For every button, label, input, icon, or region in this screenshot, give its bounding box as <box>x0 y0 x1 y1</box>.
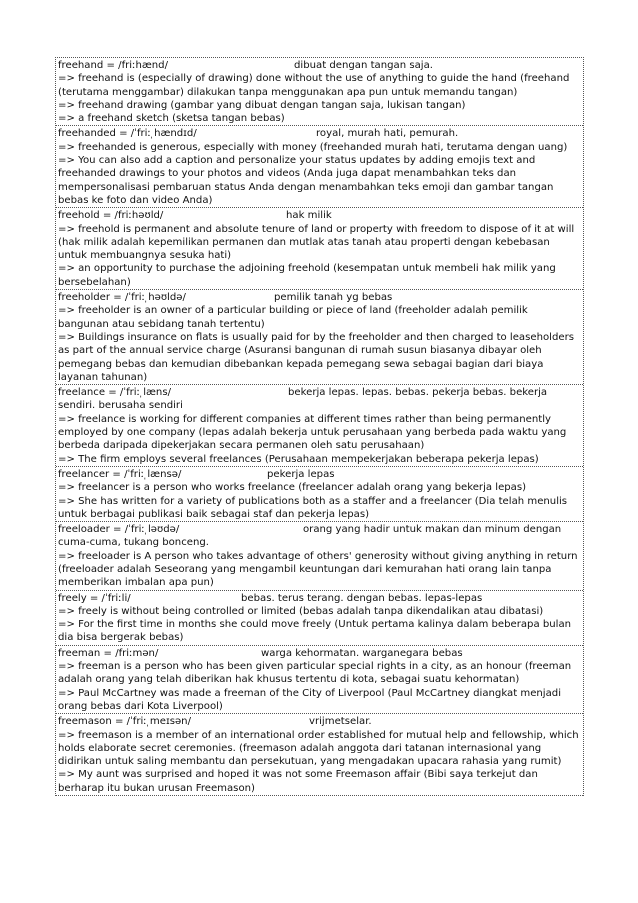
entry-header <box>58 59 581 72</box>
term-pronunciation: freemason = /ˈfriː ̩meɪsən/ <box>58 716 191 728</box>
example-line: => freehold is permanent and absolute tenure of land or property with freedom to dispose of it at will (hak milik adalah kepemilikan permanen dan mutlak atas tanah atau properti dengan kebebasan untuk membuangnya sesuka hati) <box>58 223 575 262</box>
translation: pekerja lepas <box>267 468 335 480</box>
entry-header <box>58 386 581 399</box>
translation: warga kehormatan. warganegara bebas <box>261 647 463 659</box>
example-line: => Buildings insurance on flats is usually paid for by the freeholder and then charged to leaseholders as part of the annual service charge (Asuransi bangunan di rumah susun biasanya dibayar oleh pemegang bebas dan kemudian dibebankan kepada pemegang sewa sebagai bagian dari biaya layanan tahunan) <box>58 331 574 383</box>
example-line: => freely is without being controlled or limited (bebas adalah tanpa dikendalikan atau dibatasi) <box>58 605 544 617</box>
entry-header <box>58 715 581 728</box>
term-pronunciation: freehand = /friːhænd/ <box>58 60 168 71</box>
entry-header <box>58 468 581 481</box>
term-pronunciation: freely = /ˈfriːli/ <box>58 592 131 604</box>
entry-header <box>58 647 581 660</box>
example-line: => freelance is working for different companies at different times rather than being permanently employed by one company (lepas adalah bekerja untuk perusahaan yang berbeda pada waktu yang berbeda daripada dipekerjakan secara permanen oleh satu perusahaan) <box>58 413 567 452</box>
example-line: => freeman is a person who has been given particular special rights in a city, as an honour (freeman adalah orang yang telah diberikan hak khusus tertentu di kota, sebagai suatu kehormatan) <box>58 661 572 686</box>
entry <box>56 385 583 467</box>
term-pronunciation: freelance = /ˈfriː ̩læns/ <box>58 387 171 399</box>
term-pronunciation: freehold = /friːhəʊld/ <box>58 210 164 222</box>
example-line: => freemason is a member of an international order established for mutual help and fellowship, which holds elaborate secret ceremonies. (freemason adalah anggota dari tatanan internasional yang didirikan untuk saling membantu dan persekutuan, yang mengadakan upacara rahasia yang rumit) <box>58 729 579 768</box>
entry <box>56 522 583 590</box>
entry <box>56 58 583 126</box>
example-line: => freelancer is a person who works freelance (freelancer adalah orang yang bekerja lepas) <box>58 482 527 494</box>
example-line: => The firm employs several freelances (Perusahaan mempekerjakan beberapa pekerja lepas) <box>58 453 539 465</box>
term-pronunciation: freelancer = /ˈfriː ̩lænsə/ <box>58 468 182 480</box>
translation: orang yang hadir untuk makan dan minum dengan cuma-cuma, tukang bonceng. <box>58 524 562 549</box>
example-line: => freeholder is an owner of a particular building or piece of land (freeholder adalah pemilik bangunan atau sebidang tanah tertentu) <box>58 305 528 330</box>
entry-header <box>58 523 581 536</box>
translation: vrijmetselar. <box>309 716 372 728</box>
example-line: => an opportunity to purchase the adjoining freehold (kesempatan untuk membeli hak milik yang bersebelahan) <box>58 263 556 288</box>
example-line: => freehand is (especially of drawing) done without the use of anything to guide the hand (freehand (terutama menggambar) dilakukan tanpa menggunakan apa pun untuk memandu tangan) <box>58 73 570 98</box>
example-line: => freehanded is generous, especially with money (freehanded murah hati, terutama dengan uang) <box>58 141 568 153</box>
translation: dibuat dengan tangan saja. <box>294 60 433 71</box>
example-line: => For the first time in months she could move freely (Untuk pertama kalinya dalam beberapa bulan dia bisa bergerak bebas) <box>58 619 572 644</box>
example-line: => freeloader is A person who takes advantage of others' generosity without giving anything in return (freeloader adalah Seseorang yang mengambil keuntungan dari kemurahan hati orang lain tanpa memberikan imbalan apa pun) <box>58 550 578 589</box>
entry-header <box>58 592 581 605</box>
example-line: => My aunt was surprised and hoped it was not some Freemason affair (Bibi saya terkejut dan berharap itu bukan urusan Freemason) <box>58 769 538 794</box>
entry <box>56 467 583 522</box>
term-pronunciation: freehanded = /ˈfriː ̩hændɪd/ <box>58 128 197 140</box>
example-line: => a freehand sketch (sketsa tangan bebas) <box>58 113 285 125</box>
translation: pemilik tanah yg bebas <box>274 292 393 304</box>
entry <box>56 290 583 385</box>
term-pronunciation: freeholder = /ˈfriː ̩həʊldə/ <box>58 292 186 304</box>
translation: hak milik <box>286 210 332 222</box>
entry-header <box>58 127 581 140</box>
entry <box>56 591 583 646</box>
example-line: => Paul McCartney was made a freeman of the City of Liverpool (Paul McCartney diangkat menjadi orang bebas dari Kota Liverpool) <box>58 687 562 712</box>
translation: bekerja lepas. lepas. bebas. pekerja bebas. bekerja sendiri. berusaha sendiri <box>58 387 548 412</box>
translation: bebas. terus terang. dengan bebas. lepas-lepas <box>241 592 483 604</box>
entry-header <box>58 209 581 222</box>
term-pronunciation: freeloader = /ˈfriː ̩ləʊdə/ <box>58 524 180 536</box>
example-line: => You can also add a caption and personalize your status updates by adding emojis text and freehanded drawings to your photos and videos (Anda juga dapat menambahkan teks dan mempersonalisasi pembaruan status Anda dengan menambahkan teks emoji dan gambar tangan bebas ke foto dan video Anda) <box>58 155 554 206</box>
vocabulary-sheet <box>55 57 584 796</box>
entry <box>56 646 583 714</box>
entry-header <box>58 291 581 304</box>
entry <box>56 208 583 290</box>
example-line: => She has written for a variety of publications both as a staffer and a freelancer (Dia telah menulis untuk berbagai publikasi baik sebagai staf dan pekerja lepas) <box>58 495 568 520</box>
term-pronunciation: freeman = /friːmən/ <box>58 647 159 659</box>
entry <box>56 714 583 796</box>
example-line: => freehand drawing (gambar yang dibuat dengan tangan saja, lukisan tangan) <box>58 99 466 111</box>
translation: royal, murah hati, pemurah. <box>316 128 459 140</box>
entry <box>56 126 583 208</box>
